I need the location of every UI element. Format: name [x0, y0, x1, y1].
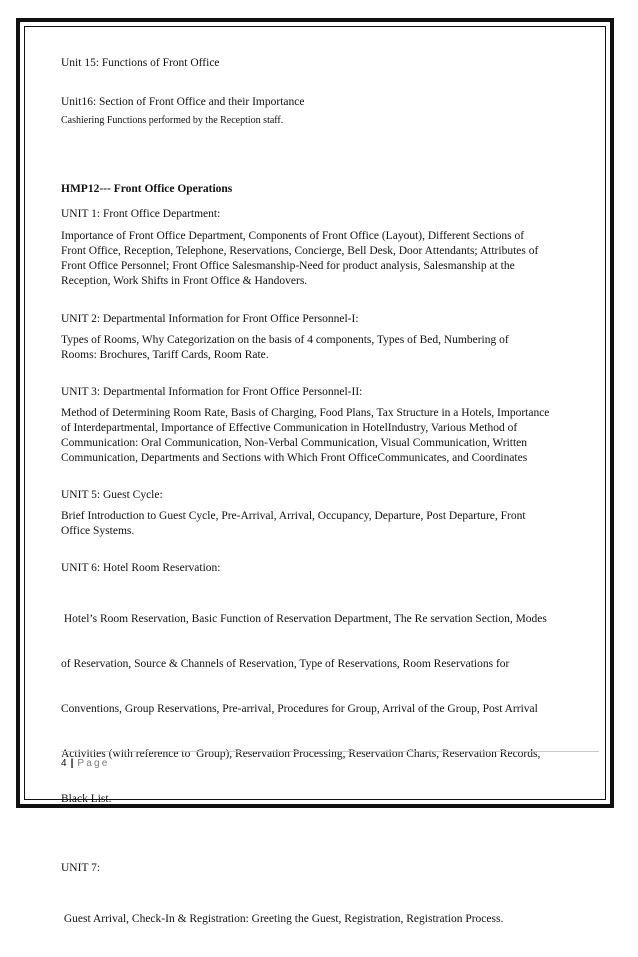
unit-3-line-2: of Interdepartmental, Importance of Effective Communication in HotelIndustry, Various Method of — [61, 422, 518, 434]
footer-separator: | — [70, 758, 74, 769]
unit-3-body — [61, 406, 599, 466]
document-body — [61, 56, 599, 957]
unit-1-line-1: Importance of Front Office Department, Components of Front Office (Layout), Different Sections of — [61, 230, 525, 242]
unit-15-line: Unit 15: Functions of Front Office — [61, 57, 220, 69]
unit-7-line-1: Guest Arrival, Check-In & Registration: Greeting the Guest, Registration, Registration Process. — [61, 913, 504, 925]
unit-2-title: UNIT 2: Departmental Information for Front Office Personnel-I: — [61, 313, 359, 325]
unit-16-line: Unit16: Section of Front Office and their Importance — [61, 96, 305, 108]
page-number: 4 — [61, 758, 67, 769]
unit-1-line-4: Reception, Work Shifts in Front Office & Handovers. — [61, 275, 308, 287]
unit-1-body — [61, 229, 599, 289]
unit-5-title: UNIT 5: Guest Cycle: — [61, 489, 163, 501]
unit-6-title: UNIT 6: Hotel Room Reservation: — [61, 562, 221, 574]
page-footer — [61, 758, 110, 769]
unit-1-title: UNIT 1: Front Office Department: — [61, 208, 221, 220]
unit-6-body — [61, 582, 599, 837]
unit-2-line-1: Types of Rooms, Why Categorization on the basis of 4 components, Types of Bed, Numbering of — [61, 334, 509, 346]
unit-3-title: UNIT 3: Departmental Information for Front Office Personnel-II: — [61, 386, 363, 398]
unit-3-line-3: Communication: Oral Communication, Non-Verbal Communication, Visual Communication, Written — [61, 437, 528, 449]
page-label: Page — [77, 758, 110, 769]
unit-6-line-1: Hotel’s Room Reservation, Basic Function of Reservation Department, The Re servation Section, Modes — [61, 613, 547, 625]
unit-3-line-1: Method of Determining Room Rate, Basis of Charging, Food Plans, Tax Structure in a Hotels, Importance — [61, 407, 550, 419]
unit-2-body — [61, 333, 599, 363]
course-title: HMP12--- Front Office Operations — [61, 183, 233, 195]
unit-1-line-3: Front Office Personnel; Front Office Salesmanship-Need for product analysis, Salesmanship at the — [61, 260, 515, 272]
unit-5-line-1: Brief Introduction to Guest Cycle, Pre-Arrival, Arrival, Occupancy, Departure, Post Departure, Front — [61, 510, 526, 522]
footer-divider — [61, 751, 599, 752]
unit-2-line-2: Rooms: Brochures, Tariff Cards, Room Rate. — [61, 349, 269, 361]
unit-7-body — [61, 882, 599, 957]
unit-5-body — [61, 509, 599, 539]
unit-6-line-2: of Reservation, Source & Channels of Reservation, Type of Reservations, Room Reservations for — [61, 658, 510, 670]
unit-6-line-4: Activities (with reference to Group), Reservation Processing, Reservation Charts, Reservation Records, — [61, 748, 541, 760]
unit-6-line-3: Conventions, Group Reservations, Pre-arrival, Procedures for Group, Arrival of the Group, Post Arrival — [61, 703, 538, 715]
unit-6-line-5: Black List. — [61, 793, 112, 805]
unit-5-line-2: Office Systems. — [61, 525, 135, 537]
unit-1-line-2: Front Office, Reception, Telephone, Reservations, Concierge, Bell Desk, Door Attendants; Attributes of — [61, 245, 539, 257]
cashiering-line: Cashiering Functions performed by the Reception staff. — [61, 115, 284, 126]
unit-3-line-4: Communication, Departments and Sections with Which Front OfficeCommunicates, and Coordinates — [61, 452, 528, 464]
unit-7-title: UNIT 7: — [61, 862, 101, 874]
